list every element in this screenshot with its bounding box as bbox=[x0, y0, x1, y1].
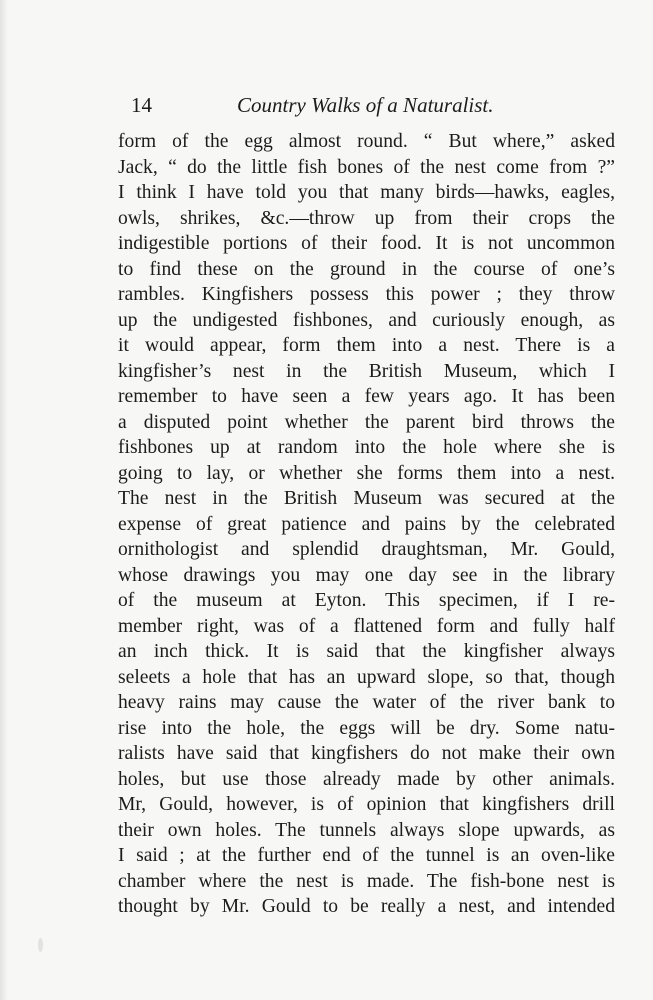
running-title: Country Walks of a Naturalist. bbox=[237, 93, 494, 117]
text-line: a disputed point whether the parent bird throws the bbox=[118, 411, 615, 433]
text-line: I think I have told you that many birds—hawks, eagles, bbox=[118, 182, 615, 203]
text-line: remember to have seen a few years ago. It has been bbox=[118, 386, 615, 407]
page-number: 14 bbox=[131, 93, 152, 117]
text-line: member right, was of a flattened form and fully half bbox=[118, 615, 615, 637]
text-line: The nest in the British Museum was secured at the bbox=[118, 488, 615, 509]
text-line: indigestible portions of their food. It is not uncommon bbox=[118, 233, 615, 254]
text-line: ralists have said that kingfishers do not make their own bbox=[118, 743, 615, 764]
body-text bbox=[118, 129, 615, 920]
text-line: expense of great patience and pains by the celebrated bbox=[118, 513, 615, 535]
text-line: up the undigested fishbones, and curiously enough, as bbox=[118, 309, 615, 331]
text-line: chamber where the nest is made. The fish-bone nest is bbox=[118, 870, 615, 892]
text-line: owls, shrikes, &c.—throw up from their crops the bbox=[118, 207, 615, 229]
text-line: fishbones up at random into the hole where she is bbox=[118, 437, 615, 458]
page-gutter-shadow bbox=[0, 0, 8, 1000]
paper-blemish bbox=[38, 938, 43, 952]
text-line: to find these on the ground in the course of one’s bbox=[118, 258, 615, 280]
text-line: an inch thick. It is said that the kingfisher always bbox=[118, 641, 615, 662]
text-line: thought by Mr. Gould to be really a nest, and intended bbox=[118, 896, 615, 917]
text-line: rambles. Kingfishers possess this power ; they throw bbox=[118, 284, 615, 305]
text-line: form of the egg almost round. “ But where,” asked bbox=[118, 131, 615, 152]
text-line: kingfisher’s nest in the British Museum, which I bbox=[118, 360, 615, 382]
text-line: rise into the hole, the eggs will be dry. Some natu- bbox=[118, 717, 615, 739]
text-line: Mr, Gould, however, is of opinion that kingfishers drill bbox=[118, 794, 615, 815]
text-line: heavy rains may cause the water of the river bank to bbox=[118, 692, 615, 713]
text-line: Jack, “ do the little fish bones of the nest come from ?” bbox=[118, 156, 615, 178]
text-line: their own holes. The tunnels always slope upwards, as bbox=[118, 819, 615, 841]
text-line: going to lay, or whether she forms them into a nest. bbox=[118, 462, 615, 484]
page-header bbox=[131, 93, 529, 123]
text-line: I said ; at the further end of the tunnel is an oven-like bbox=[118, 845, 615, 866]
text-line: ornithologist and splendid draughtsman, Mr. Gould, bbox=[118, 539, 615, 560]
text-line: seleets a hole that has an upward slope, so that, though bbox=[118, 666, 615, 688]
text-line: holes, but use those already made by other animals. bbox=[118, 768, 615, 790]
text-line: of the museum at Eyton. This specimen, if I re- bbox=[118, 590, 615, 611]
text-line: it would appear, form them into a nest. There is a bbox=[118, 335, 615, 356]
text-line: whose drawings you may one day see in the library bbox=[118, 564, 615, 586]
